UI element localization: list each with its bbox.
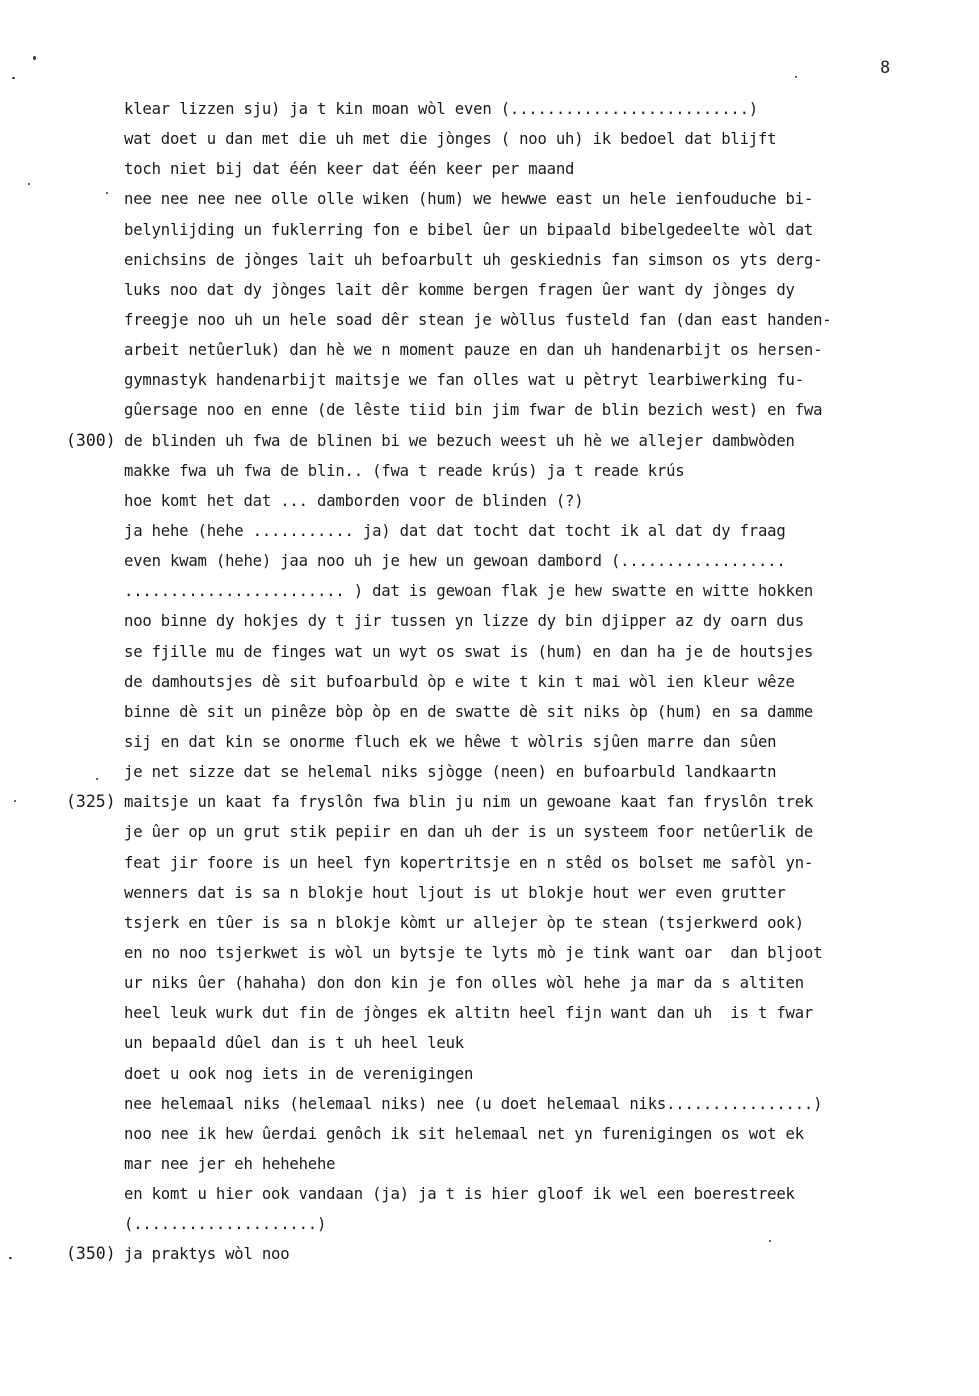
line-text: en no noo tsjerkwet is wòl un bytsje te lyts mò je tink want oar dan bljoot [124,943,823,962]
transcript-line [124,124,944,154]
transcript-line [124,275,944,305]
transcript-line [124,908,944,938]
line-text: wenners dat is sa n blokje hout ljout is ut blokje hout wer even grutter [124,883,786,902]
transcript-line [124,154,944,184]
line-text: hoe komt het dat ... damborden voor de blinden (?) [124,491,584,510]
line-text: heel leuk wurk dut fin de jònges ek altitn heel fijn want dan uh is t fwar [124,1004,814,1023]
scan-speck [28,183,30,185]
transcript-line [124,848,944,878]
line-text: belynlijding un fuklerring fon e bibel ûer un bipaald bibelgedeelte wòl dat [124,220,814,239]
transcript-line [124,576,944,606]
transcript-line [124,1149,944,1179]
line-text: toch niet bij dat één keer dat één keer per maand [124,160,575,179]
scan-speck [795,76,797,78]
line-text: feat jir foore is un heel fyn kopertritsje en n stêd os bolset me safòl yn- [124,853,814,872]
line-text: luks noo dat dy jònges lait dêr komme bergen fragen ûer want dy jònges dy [124,280,795,299]
transcript-line [66,1239,944,1269]
transcript-line [124,456,944,486]
scan-speck [106,192,108,194]
transcript-line [124,1119,944,1149]
transcript-line [124,1209,944,1239]
line-text: je ûer op un grut stik pepiir en dan uh der is un systeem foor netûerlik de [124,823,814,842]
transcript-line [124,245,944,275]
line-text: nee helemaal niks (helemaal niks) nee (u doet helemaal niks................) [124,1094,823,1113]
line-text: noo binne dy hokjes dy t jir tussen yn lizze dy bin djipper az dy oarn dus [124,612,804,631]
line-text: enichsins de jònges lait uh befoarbult uh geskiednis fan simson os yts derg- [124,250,823,269]
transcript-line [124,968,944,998]
line-text: maitsje un kaat fa fryslôn fwa blin ju nim un gewoane kaat fan fryslôn trek [124,793,814,812]
line-text: binne dè sit un pinêze bòp òp en de swatte dè sit niks òp (hum) en sa damme [124,702,814,721]
transcript-line [124,606,944,636]
scan-speck [96,778,98,780]
transcript-line [124,486,944,516]
transcript-line [124,395,944,425]
line-text: en komt u hier ook vandaan (ja) ja t is hier gloof ik wel een boerestreek [124,1185,795,1204]
line-text: se fjille mu de finges wat un wyt os swat is (hum) en dan ha je de houtsjes [124,642,814,661]
line-text: un bepaald dûel dan is t uh heel leuk [124,1034,464,1053]
line-text: doet u ook nog iets in de verenigingen [124,1064,474,1083]
line-text: nee nee nee nee olle olle wiken (hum) we hewwe east un hele ienfouduche bi- [124,190,814,209]
line-text: de damhoutsjes dè sit bufoarbuld òp e wite t kin t mai wòl ien kleur wêze [124,672,795,691]
transcript-line [124,757,944,787]
transcript-line [124,305,944,335]
transcript-line [124,94,944,124]
line-text: ........................ ) dat is gewoan flak je hew swatte en witte hokken [124,582,814,601]
scan-speck [14,800,16,802]
scan-speck [33,56,36,60]
transcript-line [124,1179,944,1209]
transcript-line [124,817,944,847]
transcript-line [124,335,944,365]
transcript-line [124,215,944,245]
transcript-line [124,546,944,576]
line-text: freegje noo uh un hele soad dêr stean je wòllus fusteld fan (dan east handen- [124,310,832,329]
line-text: arbeit netûerluk) dan hè we n moment pauze en dan uh handenarbijt os hersen- [124,341,823,360]
line-text: (....................) [124,1215,327,1234]
transcript-line [124,1059,944,1089]
line-text: ja hehe (hehe ........... ja) dat dat tocht dat tocht ik al dat dy fraag [124,521,786,540]
line-number-marker: (300) [66,430,116,450]
transcript-line [124,184,944,214]
line-text: gymnastyk handenarbijt maitsje we fan olles wat u pètryt learbiwerking fu- [124,371,804,390]
line-text: even kwam (hehe) jaa noo uh je hew un gewoan dambord (.................. [124,552,786,571]
line-text: mar nee jer eh hehehehe [124,1154,336,1173]
page-number: 8 [880,58,891,78]
line-text: wat doet u dan met die uh met die jònges ( noo uh) ik bedoel dat blijft [124,130,777,149]
scan-speck [12,77,15,79]
transcript-line [124,516,944,546]
transcript-line [124,998,944,1028]
line-number-marker: (350) [66,1244,116,1264]
transcript-line [124,637,944,667]
line-text: gûersage noo en enne (de lêste tiid bin jim fwar de blin bezich west) en fwa [124,401,823,420]
line-text: ur niks ûer (hahaha) don don kin je fon olles wòl hehe ja mar da s altiten [124,974,804,993]
transcript-body [66,94,944,1269]
transcript-line [66,426,944,456]
line-number-marker: (325) [66,792,116,812]
transcript-line [124,697,944,727]
line-text: noo nee ik hew ûerdai genôch ik sit helemaal net yn furenigingen os wot ek [124,1124,804,1143]
transcript-line [124,667,944,697]
line-text: je net sizze dat se helemal niks sjògge (neen) en bufoarbuld landkaartn [124,763,777,782]
transcript-line [124,1089,944,1119]
transcript-line [124,727,944,757]
line-text: tsjerk en tûer is sa n blokje kòmt ur allejer òp te stean (tsjerkwerd ook) [124,913,804,932]
transcript-line [124,938,944,968]
line-text: makke fwa uh fwa de blin.. (fwa t reade krús) ja t reade krús [124,461,685,480]
line-text: sij en dat kin se onorme fluch ek we hêwe t wòlris sjûen marre dan sûen [124,732,777,751]
transcript-line [66,787,944,817]
transcript-line [124,365,944,395]
line-text: ja praktys wòl noo [124,1245,290,1264]
line-text: klear lizzen sju) ja t kin moan wòl even (..........................) [124,100,758,118]
scan-speck [9,1257,12,1259]
transcript-line [124,878,944,908]
line-text: de blinden uh fwa de blinen bi we bezuch weest uh hè we allejer dambwòden [124,431,795,450]
transcript-line [124,1028,944,1058]
